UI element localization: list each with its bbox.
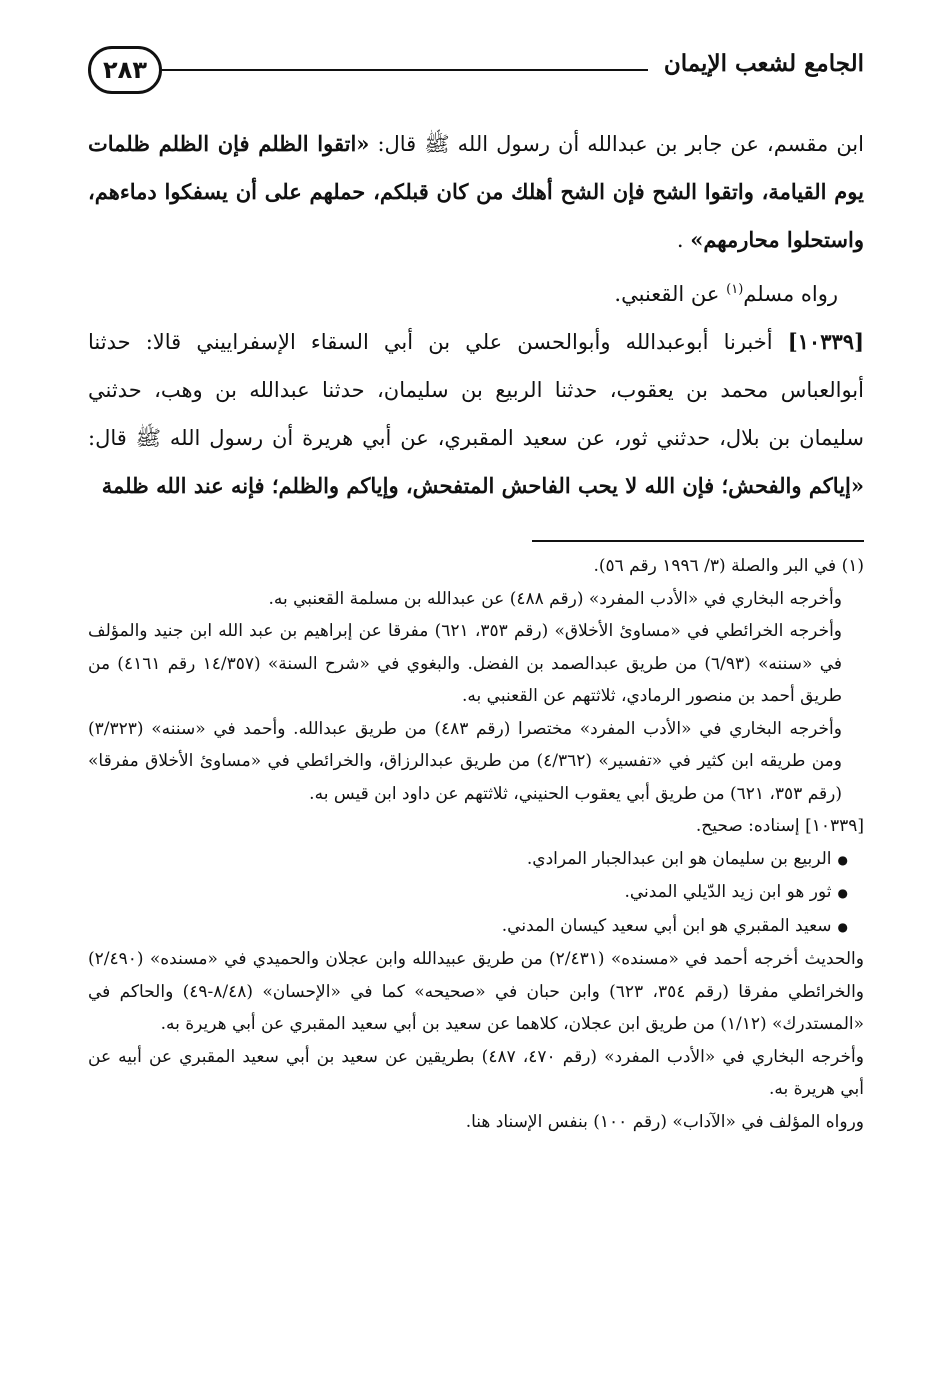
note-line: والحديث أخرجه أحمد في «مسنده» (٢/٤٣١) من طريق عبيدالله وابن عجلان والحميدي في «مسنده» (٢/٤٩٠) والخرائطي مفرقا (رقم ٣٥٤، ٦٢٣) وابن حبان في «صحيحه» كما في «الإحسان» (٨/٤٨-٤٩) والحاكم في «المستدرك» (١/١٢) من طريق ابن عجلان، كلاهما عن سعيد بن أبي سعيد المقبري عن أبي هريرة به. xyxy=(88,949,865,1034)
hadith-paragraph-1 xyxy=(88,120,864,264)
bullet-icon: ● xyxy=(837,886,848,900)
book-title: الجامع لشعب الإيمان xyxy=(663,50,864,77)
page-number: ٢٨٣ xyxy=(88,46,162,94)
note-line: ورواه المؤلف في «الآداب» (رقم ١٠٠) بنفس الإسناد هنا. xyxy=(465,1111,864,1132)
isnad-grade xyxy=(88,810,864,843)
bullet-text: ثور هو ابن زيد الدّيلي المدني. xyxy=(624,882,832,902)
footnote-divider xyxy=(532,540,864,542)
narrator-bullet xyxy=(88,876,864,910)
note-line: وأخرجه البخاري في «الأدب المفرد» مختصرا (رقم ٤٨٣) من طريق عبدالله. وأحمد في «سننه» (٣/٣٢٣) ومن طريقه ابن كثير في «تفسير» (٤/٣٦٢) من طريق عبدالرزاق، والخرائطي في «مساوئ الأخلاق مفرقا» (رقم ٣٥٣، ٦٢١) من طريق أبي يعقوب الحنيني، ثلاثتهم عن داود ابن قيس به. xyxy=(88,718,842,804)
main-text xyxy=(88,120,864,510)
rivaya-text-a: رواه مسلم xyxy=(743,282,838,306)
note-line: وأخرجه البخاري في «الأدب المفرد» (رقم ٤٧٠، ٤٨٧) بطريقين عن سعيد بن أبي سعيد المقبري عن أبيه عن أبي هريرة به. xyxy=(88,1046,864,1099)
hadith-paragraph-2 xyxy=(88,318,864,510)
narrator-bullet xyxy=(88,910,864,944)
isnad-grade-text: إسناده: صحيح. xyxy=(695,816,806,836)
note-line: وأخرجه الخرائطي في «مساوئ الأخلاق» (رقم ٣٥٣، ٦٢١) مفرقا عن إبراهيم بن عبد الله ابن جنيد والمؤلف في «سننه» (٦/٩٣) من طريق عبدالصمد بن الفضل. والبغوي في «شرح السنة» (١٤/٣٥٧ رقم ٤١٦١) من طريق أحمد بن منصور الرمادي، ثلاثتهم عن القعنبي به. xyxy=(88,621,843,706)
page-header xyxy=(88,40,864,110)
footnote-marker: (١) xyxy=(726,282,744,297)
hadith-isnad: أخبرنا أبوعبدالله وأبوالحسن علي بن أبي السقاء الإسفراييني قالا: حدثنا أبوالعباس محمد بن يعقوب، حدثنا الربيع بن سليمان، حدثنا عبدالله بن وهب، حدثني سليمان بن بلال، حدثني ثور، عن سعيد المقبري، عن أبي هريرة أن رسول الله ﷺ قال: xyxy=(88,330,864,450)
bullet-icon: ● xyxy=(837,852,848,867)
hadith-quote: «اتقوا الظلم فإن الظلم ظلمات يوم القيامة، واتقوا الشح فإن الشح أهلك من كان قبلكم، حملهم على أن يسفكوا دماءهم، واستحلوا محارمهم» xyxy=(88,131,864,252)
rivaya-line xyxy=(88,270,838,318)
hadith-end: . xyxy=(676,228,684,252)
footnotes xyxy=(88,550,864,1138)
bullet-text: سعيد المقبري هو ابن أبي سعيد كيسان المدني. xyxy=(501,915,832,936)
hadith-intro: ابن مقسم، عن جابر بن عبدالله أن رسول الله ﷺ قال: xyxy=(369,132,864,156)
narrator-bullet xyxy=(88,843,864,877)
footnote-1: (١) في البر والصلة (٣/ ١٩٩٦ رقم ٥٦). xyxy=(593,556,864,576)
hadith-matn: «إياكم والفحش؛ فإن الله لا يحب الفاحش المتفحش، وإياكم والظلم؛ فإنه عند الله ظلمة xyxy=(101,473,864,498)
rivaya-text-b: عن القعنبي. xyxy=(614,282,727,306)
header-rule xyxy=(162,69,648,71)
bullet-text: الربيع بن سليمان هو ابن عبدالجبار المرادي. xyxy=(526,848,832,869)
note-line: وأخرجه البخاري في «الأدب المفرد» (رقم ٤٨٨) عن عبدالله بن مسلمة القعنبي به. xyxy=(268,588,842,609)
isnad-hadith-number: [١٠٣٣٩] xyxy=(805,816,864,836)
hadith-number: [١٠٣٣٩] xyxy=(787,329,864,354)
bullet-icon: ● xyxy=(837,919,848,934)
